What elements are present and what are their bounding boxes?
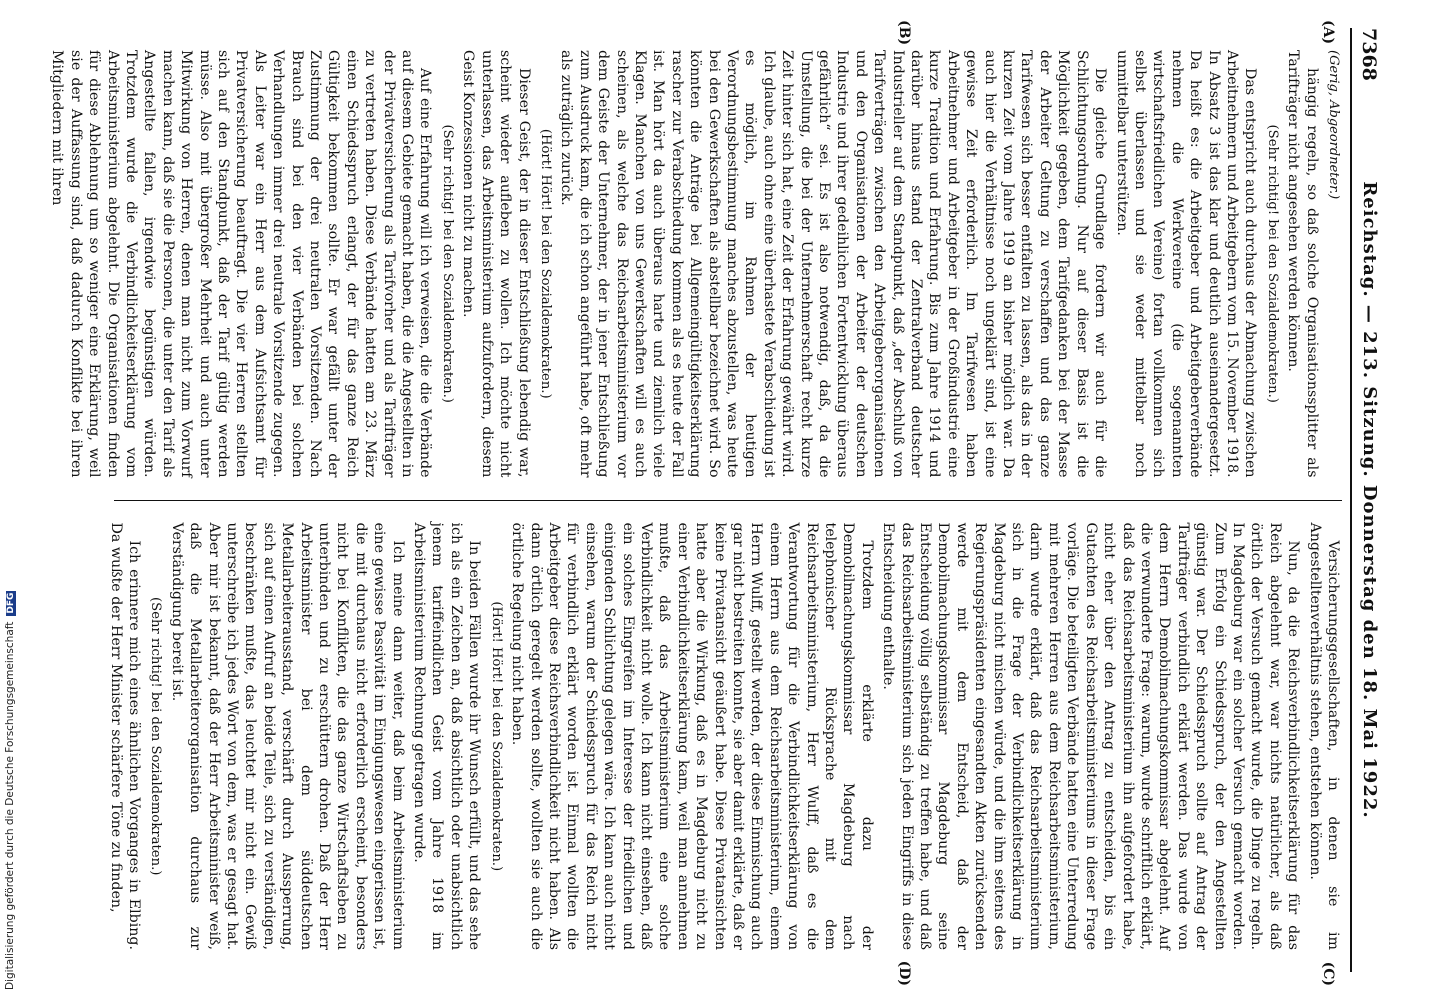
text-columns [49, 20, 1342, 986]
margin-mark-b: (B) [896, 20, 912, 46]
paragraph: Die gleiche Grundlage fordern wir auch für die Schlichtungsordnung. Nur auf dieser Basis ist die Möglichkeit gegeben, dem Tarifgedanken bei der Masse der Arbeiter Geltung zu verschaffen und das ganze Tarifwesen sich besser entfalten zu lassen, als das in der kurzen Zeit vom Jahre 1919 an bisher möglich war. Da auch hier die Verhältnisse noch ungeklärt sind, ist eine gewisse Zeit erforderlich. Im Tarifwesen haben Arbeitnehmer und Arbeitgeber in der Großindustrie eine kurze Tradition und Erfahrung. Bis zum Jahre 1914 und darüber hinaus stand der Zentralverband deutscher Industrieller auf dem Standpunkt, daß „der Abschluß von Tarifverträgen zwischen den Arbeitgeberorganisationen und den Organisationen der Arbeiter der deutschen Industrie und ihrer gedeihlichen Fortentwicklung überaus gefährlich“ sei. Es ist also notwendig, daß, da die Umstellung, die bei der Unternehmerschaft recht kurze Zeit hinter sich hat, eine Zeit der Erfahrung gewährt wird. Ich glaube, auch ohne eine überhastete Verabschiedung ist es möglich, im Rahmen der heutigen Verordnungsbestimmung manches abzustellen, was heute bei den Gewerkschaften als abstellbar bezeichnet wird. So könnten die Anträge bei Allgemeingültigkeitserklärung rascher zur Verabschiedung kommen als es heute der Fall ist. Man hört da auch überaus harte und ziemlich viele Klagen. Manchen von uns Gewerkschaften will es auch scheinen, als welche das Reichsarbeitsministerium vor dem Geiste der Unternehmer, der in jener Entschließung zum Ausdruck kam, die ich schon angeführt habe, oft mehr als zuträglich zurück. [558, 50, 1109, 478]
dfg-logo: DFG [6, 592, 16, 614]
left-column [49, 20, 1342, 501]
paragraph: Versicherungsgesellschaften, in denen sie im Angestelltenverhältnis stehen, entstehen können. [1306, 522, 1341, 950]
interjection: (Sehr richtig! bei den Sozialdemokraten.) [1264, 124, 1280, 403]
page-header [1350, 28, 1382, 972]
digitization-credit [4, 591, 16, 990]
paragraph: Trotzdem erklärte dazu der Demobilmachungskommissar Magdeburg nach telephonischer Rücksprache mit dem Reichsarbeitsministerium, Herr Wulff, daß es die Verantwortung für die Verbindlichkeitserklärung von einem Herrn aus dem Reichsarbeitsministerium, einem Herrn Wulff, gestellt werden, der diese Einmischung auch gar nicht bestreiten konnte, sie aber damit erklärte, daß er keine Privatansicht geäußert habe. Diese Privatansichten hatte aber die Wirkung, daß es in Magdeburg nicht zu einer Verbindlichkeitserklärung kam, weil man annehmen mußte, daß das Arbeitsministerium eine solche Verbindlichkeit nicht wolle. Ich kann nicht einsehen, daß ein solches Eingreifen im Interesse der friedlichen und einigenden Schlichtung gelegen wäre. Ich kann auch nicht einsehen, warum der Schiedsspruch für das Reich nicht für verbindlich erklärt worden ist. Einmal wollten die Arbeitgeber diese Reichsverbindlichkeit nicht haben. Als dann örtlich geregelt werden sollte, wollten sie auch die örtliche Regelung nicht haben. [509, 522, 875, 950]
paragraph: In beiden Fällen wurde ihr Wunsch erfüllt, und das sehe ich als ein Zeichen an, daß absichtlich oder unabsichtlich jenem tariffeindlichen Geist vom Jahre 1918 im Arbeitsministerium Rechnung getragen wurde. [411, 522, 483, 950]
digitization-credit-strip [0, 0, 16, 1000]
paragraph: hängig regeln, so daß solche Organisationssplitter als Tarifträger nicht angesehen werden können. [1285, 50, 1320, 478]
paragraph: Auf eine Erfahrung will ich verweisen, die die Verbände auf diesem Gebiete gemacht haben, die die Angestellten in der Privatversicherung als Tarifvorher und als Tarifträger zu vertreten haben. Diese Verbände hatten am 23. März einen Schiedsspruch erlangt, der für das ganze Reich Gültigkeit bekommen sollte. Er war gefällt unter der Zustimmung der drei neutralen Vorsitzenden. Nach Brauch sind bei den vier Verbänden bei solchen Verhandlungen immer drei neutrale Vorsitzende zugegen. Als Leiter war ein Herr aus dem Aufsichtsamt für Privatversicherung beauftragt. Die vier Herren stellten sich auf den Standpunkt, daß der Tarif gültig werden müsse. Also mit übergroßer Mehrheit und auch unter Mitwirkung von Herren, denen man nicht zum Vorwurf machen kann, daß sie die Personen, die unter den Tarif als Angestellte fallen, irgendwie begünstigen würden. Trotzdem wurde die Verbindlichkeitserklärung vom Arbeitsministerium abgelehnt. Die Organisationen finden für diese Ablehnung um so weniger eine Erklärung, weil sie der Auffassung sind, daß dadurch Konflikte bei ihren Mitgliedern mit ihren [49, 50, 434, 478]
page-number: 7368 [1358, 28, 1380, 81]
interjection: (Hört! Hört! bei den Sozialdemokraten.) [488, 601, 504, 872]
credit-text: Digitalisierung gefördert durch die Deutsche Forschungsgemeinschaft [4, 621, 16, 990]
paragraph: Ich meine dann weiter, daß beim Arbeitsministerium eine gewisse Passivität im Einigungswesen eingerissen ist, die mit durchaus nicht erforderlich erscheint, besonders nicht bei Konflikten, die das ganze Wirtschaftsleben zu unterbinden und zu erschüttern drohen. Daß der Herr Arbeitsminister bei dem süddeutschen Metallarbeiterausstand, verschärft durch Aussperrung, sich auf einen Aufruf an beide Teile, sich zu verständigen, beschränken mußte, das leuchtet mir nicht ein. Gewiß unterschreibe ich jedes Wort von dem, was er gesagt hat. Aber mir ist bekannt, daß der Herr Arbeitsminister weiß, daß die Metallarbeiterorganisation durchaus zur Verständigung bereit ist. [168, 522, 406, 950]
speaker-line: (Gerig, Abgeordneter.) [1326, 50, 1341, 200]
interjection: (Hört! Hört! bei den Sozialdemokraten.) [537, 128, 553, 399]
running-head: Reichstag. — 213. Sitzung. Donnerstag den 18. Mai 1922. [1359, 181, 1380, 819]
document-page [49, 0, 1390, 990]
paragraph: Ich erinnere mich eines ähnlichen Vorganges in Elbing. Da wußte der Herr Minister schärfere Töne zu finden, [107, 522, 142, 950]
paragraph: Dieser Geist, der in dieser Entschließung lebendig war, scheint wieder aufleben zu wollen. Ich möchte nicht unterlassen, das Arbeitsministerium aufzufordern, diesem Geist Konzessionen nicht zu machen. [460, 50, 532, 478]
margin-mark-c: (C) [1320, 961, 1336, 986]
interjection: (Sehr richtig! bei den Sozialdemokraten.) [148, 597, 164, 876]
margin-mark-a: (A) [1320, 20, 1336, 45]
paragraph: Nun, da die Reichsverbindlichkeitserklärung für das Reich abgelehnt war, war nichts natürlicher, als daß örtlich der Versuch gemacht wurde, die Dinge zu regeln. In Magdeburg war ein solcher Versuch gemacht worden. Zum Erfolg ein Schiedsspruch, der den Angestellten günstig war. Der Schiedsspruch sollte auf Antrag der Tarifträger verbindlich erklärt werden. Das wurde von dem Herrn Demobilmachungskommissar abgelehnt. Auf die verwunderte Frage: warum, wurde schriftlich erklärt, daß das Reichsarbeitsministerium ihn aufgefordert habe, nicht eher über den Antrag zu entscheiden, bis ein Gutachten des Reichsarbeitsministeriums in dieser Frage vorläge. Die beteiligten Verbände hatten eine Unterredung mit mehreren Herren aus dem Reichsarbeitsministerium, darin wurde erklärt, daß das Reichsarbeitsministerium sich in die Frage der Verbindlichkeitserklärung in Magdeburg nicht mischen würde, und die ihm seitens des Regierungspräsidenten eingesandten Akten zurücksenden werde mit dem Entscheid, daß der Demobilmachungskommissar Magdeburg seine Entscheidung völlig selbständig zu treffen habe, und daß das Reichsarbeitsministerium sich jeden Eingriffs in diese Entscheidung enthalte. [880, 522, 1302, 950]
right-column [107, 501, 1342, 986]
interjection: (Sehr richtig! bei den Sozialdemokraten.) [439, 124, 455, 403]
paragraph: Das entspricht auch durchaus der Abmachung zwischen Arbeitnehmern und Arbeitgebern vom 15. November 1918. In Absatz 3 ist das klar und deutlich auseinandergesetzt. Da heißt es: die Arbeitgeber und Arbeitgeberverbände nehmen die Werkvereine (die sogenannten wirtschaftsfriedlichen Vereine) fortan vollkommen sich selbst überlassen und sie weder mittelbar noch unmittelbar unterstützen. [1113, 50, 1259, 478]
margin-mark-d: (D) [896, 960, 912, 986]
